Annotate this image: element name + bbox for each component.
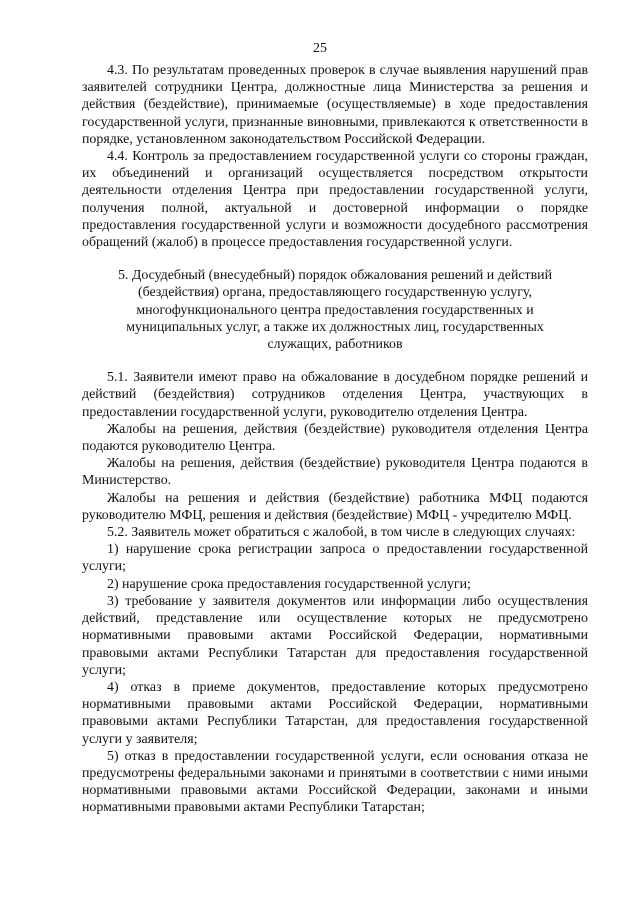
paragraph-5-2: 5.2. Заявитель может обратиться с жалобой, в том числе в следующих случаях: — [107, 525, 576, 541]
document-body — [82, 62, 588, 817]
list-item: 1) нарушение срока регистрации запроса о предоставлении государственной услуги; — [82, 542, 588, 575]
list-item: 3) требование у заявителя документов или информации либо осуществления действий, представление или осуществление которых не предусмотрено нормативными правовыми актами Российской Федерации, нормативными правовыми актами Республики Татарстан для предоставления государственной услуги; — [82, 593, 588, 678]
list-item: 2) нарушение срока предоставления государственной услуги; — [107, 576, 471, 592]
paragraph-4-3: 4.3. По результатам проведенных проверок в случае выявления нарушений прав заявителей сотрудники Центра, должностные лица Министерства за решения и действия (бездействие), принимаемые (осуществляемые) в ходе предоставления государственной услуги, признанные виновными, привлекаются к ответственности в порядке, установленном законодательством Российской Федерации. — [82, 63, 588, 147]
paragraph-4-4: 4.4. Контроль за предоставлением государственной услуги со стороны граждан, их объединений и организаций осуществляется посредством открытости деятельности отделения Центра при предоставлении государственной услуги, получения полной, актуальной и достоверной информации о порядке предоставления государственной услуги и возможности досудебного рассмотрения обращений (жалоб) в процессе предоставления государственной услуги. — [82, 149, 588, 251]
paragraph: Жалобы на решения, действия (бездействие) руководителя Центра подаются в Министерство. — [82, 456, 588, 489]
list-item: 5) отказ в предоставлении государственной услуги, если основания отказа не предусмотрены федеральными законами и принятыми в соответствии с ними иными нормативными правовыми актами Российской Федерации, законами и иными нормативными правовыми актами Республики Татарстан; — [82, 748, 588, 816]
section-heading: 5. Досудебный (внесудебный) порядок обжалования решений и действий (бездействия) органа, предоставляющего государственную услугу, многофункционального центра предоставления государственных и муниципальных услуг, а также их должностных лиц, государственных служащих, работников — [117, 268, 553, 353]
paragraph: Жалобы на решения, действия (бездействие) руководителя отделения Центра подаются руководителю Центра. — [82, 421, 588, 455]
list-item: 4) отказ в приеме документов, предоставление которых предусмотрено нормативными правовыми актами Российской Федерации, нормативными правовыми актами Республики Татарстан, для предоставления государственной услуги у заявителя; — [82, 679, 588, 747]
page-number: 25 — [313, 41, 327, 56]
paragraph: Жалобы на решения и действия (бездействие) работника МФЦ подаются руководителю МФЦ, решения и действия (бездействие) МФЦ - учредителю МФЦ. — [82, 490, 588, 523]
paragraph-5-1: 5.1. Заявители имеют право на обжалование в досудебном порядке решений и действий (бездействия) сотрудников отделения Центра, участвующих в предоставлении государственной услуги, руководителю отделения Центра. — [82, 370, 588, 420]
